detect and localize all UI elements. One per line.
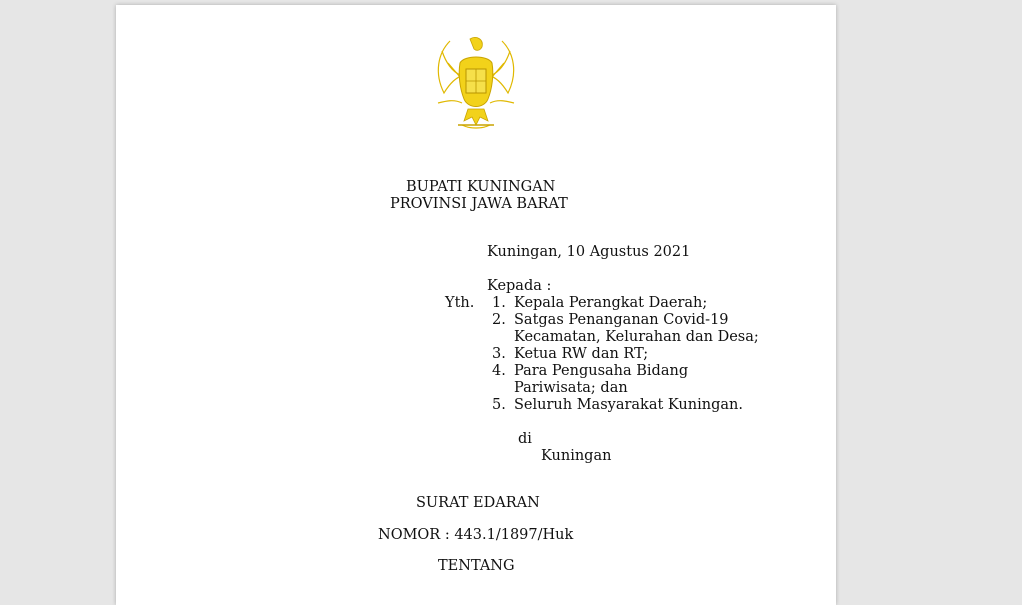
list-item-continuation: Pariwisata; dan <box>514 380 628 396</box>
list-item: Kepala Perangkat Daerah; <box>514 295 708 311</box>
document-number: NOMOR : 443.1/1897/Huk <box>378 527 574 543</box>
list-item-continuation: Kecamatan, Kelurahan dan Desa; <box>514 329 759 345</box>
document-title: SURAT EDARAN <box>416 495 540 511</box>
letter-date: Kuningan, 10 Agustus 2021 <box>487 244 691 260</box>
letterhead-province: PROVINSI JAWA BARAT <box>390 196 568 212</box>
list-item-number: 5. <box>492 397 506 413</box>
list-item: Para Pengusaha Bidang <box>514 363 689 379</box>
garuda-emblem-icon <box>430 33 522 133</box>
document-subject-label: TENTANG <box>438 558 515 574</box>
addressee-place: Kuningan <box>541 448 612 464</box>
list-item-number: 3. <box>492 346 506 362</box>
addressee-di: di <box>518 431 532 447</box>
list-item-number: 2. <box>492 312 506 328</box>
document-page <box>116 5 836 605</box>
list-item: Seluruh Masyarakat Kuningan. <box>514 397 743 413</box>
list-item-number: 1. <box>492 295 506 311</box>
addressee-yth: Yth. <box>445 295 475 311</box>
letterhead-title: BUPATI KUNINGAN <box>406 179 556 195</box>
list-item: Ketua RW dan RT; <box>514 346 649 362</box>
list-item-number: 4. <box>492 363 506 379</box>
list-item: Satgas Penanganan Covid-19 <box>514 312 729 328</box>
addressee-label: Kepada : <box>487 278 552 294</box>
